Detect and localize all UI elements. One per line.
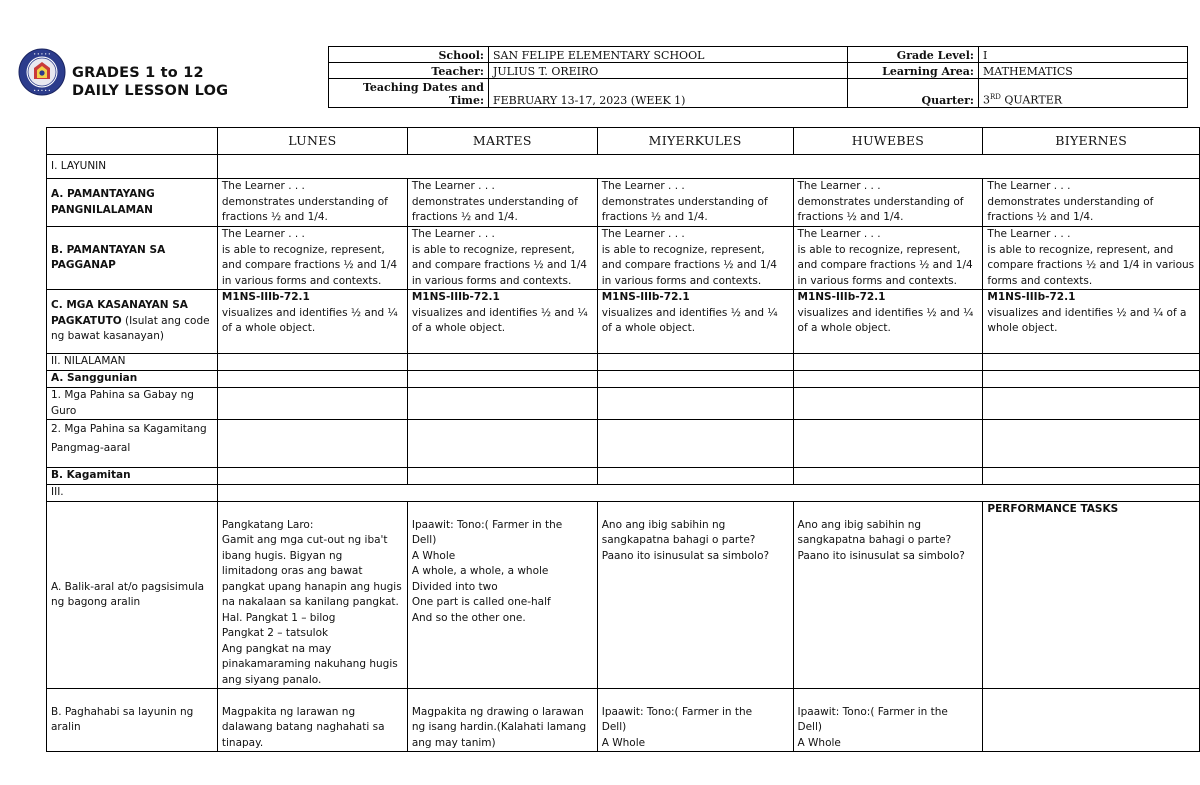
perf-line: is able to recognize, represent,: [411, 243, 575, 256]
empty-cell: [597, 388, 793, 420]
perf-text: is able to recognize, represent, and compare fractions ½ and 1/4 in various forms and contexts.: [987, 243, 1195, 287]
cell-balik-martes: [407, 502, 597, 689]
table-row: [47, 290, 1200, 354]
quarter-number: 3: [983, 94, 990, 107]
cell-balik-biyernes: [983, 502, 1200, 689]
competency-text: visualizes and identifies ½ and ¼ of a whole object.: [987, 306, 1187, 334]
table-row: [47, 371, 1200, 388]
competency-code: M1NS-IIIb-72.1: [797, 291, 886, 303]
text-line: Hal. Pangkat 1 – bilog: [221, 611, 336, 624]
text-line: Magpakita ng drawing o larawan: [411, 705, 584, 718]
text-line: Gamit ang mga cut-out ng iba't: [221, 534, 388, 546]
empty-cell: [217, 468, 407, 485]
quarter-label: Quarter:: [848, 79, 979, 108]
pamantayan-label-text: B. PAMANTAYAN SA PAGGANAP: [51, 243, 166, 271]
document-title: [72, 64, 228, 100]
empty-cell: [217, 420, 407, 468]
cell-paghahabi-huwebes: [793, 689, 983, 752]
deped-seal-logo: [18, 48, 66, 96]
grade-level-value: I: [979, 47, 1188, 63]
learner-text: The Learner . . .: [987, 228, 1071, 240]
empty-cell: [597, 420, 793, 468]
text-line: Ipaawit: Tono:( Farmer in the: [797, 705, 948, 718]
competency-text: visualizes and identifies ½ and ¼ of a whole object.: [797, 306, 974, 334]
school-value: SAN FELIPE ELEMENTARY SCHOOL: [489, 47, 848, 63]
learner-text: The Learner . . .: [411, 228, 495, 240]
empty-cell: [407, 388, 597, 420]
empty-cell: [597, 468, 793, 485]
text-line: A Whole: [411, 549, 456, 562]
text-line: Dell): [411, 534, 437, 546]
perf-line: and compare fractions ½ and 1/4: [601, 259, 777, 271]
perf-line: in various forms and contexts.: [411, 274, 572, 287]
text-line: limitadong oras ang bawat: [221, 565, 363, 577]
table-row: [47, 388, 1200, 420]
empty-cell: [597, 354, 793, 371]
cell-paghahabi-miyerkules: [597, 689, 793, 752]
row-label-gabay-ng-guro: [47, 388, 218, 420]
cell-performance-standard: [407, 227, 597, 290]
lesson-log-table: [46, 127, 1200, 752]
quarter-text: QUARTER: [1000, 94, 1063, 107]
empty-cell: [983, 420, 1200, 468]
performance-tasks-text: PERFORMANCE TASKS: [987, 503, 1119, 515]
cell-content-standard: [983, 179, 1200, 227]
learner-text: The Learner . . .: [221, 228, 305, 240]
row-label-sanggunian: A. Sanggunian: [47, 371, 218, 388]
text-line: Pangkat 2 – tatsulok: [221, 627, 329, 639]
paghahabi-label-text: B. Paghahabi sa layunin ng aralin: [51, 705, 194, 733]
text-line: pinakamaraming nakuhang hugis: [221, 658, 398, 670]
table-row: [47, 155, 1200, 179]
text-line: ang siyang panalo.: [221, 673, 322, 686]
row-label-pamantayan-sa-pagganap: [47, 227, 218, 290]
empty-cell: [407, 420, 597, 468]
text-line: Magpakita ng larawan ng: [221, 705, 356, 718]
text-line: sangkapatna bahagi o parte?: [601, 534, 756, 546]
table-row: [47, 420, 1200, 468]
text-line: A Whole: [601, 736, 646, 749]
competency-code: M1NS-IIIb-72.1: [987, 291, 1076, 303]
cell-content-standard: [793, 179, 983, 227]
perf-line: and compare fractions ½ and 1/4: [411, 259, 587, 271]
grade-level-label: Grade Level:: [848, 47, 979, 63]
perf-line: in various forms and contexts.: [601, 274, 762, 287]
text-line: Paano ito isinusulat sa simbolo?: [601, 549, 770, 562]
perf-line: in various forms and contexts.: [221, 274, 382, 287]
table-row: [47, 689, 1200, 752]
cell-content-standard: [597, 179, 793, 227]
text-line: Dell): [797, 721, 822, 733]
perf-line: in various forms and contexts.: [797, 274, 957, 287]
cell-competency: [407, 290, 597, 354]
perf-line: is able to recognize, represent,: [221, 243, 385, 256]
quarter-value: [979, 79, 1188, 108]
competency-code: M1NS-IIIb-72.1: [221, 291, 310, 303]
cell-competency: [983, 290, 1200, 354]
learner-text: The Learner . . .: [987, 180, 1071, 192]
understanding-text: demonstrates understanding of fractions ½ and 1/4.: [797, 195, 964, 223]
teacher-label: Teacher:: [329, 63, 489, 79]
row-label-pamantayang-pangnilalaman: [47, 179, 218, 227]
text-line: ng isang hardin.(Kalahati lamang: [411, 721, 587, 733]
competency-text: visualizes and identifies ½ and ¼ of a whole object.: [601, 306, 778, 334]
empty-cell: [793, 468, 983, 485]
text-line: dalawang batang naghahati sa: [221, 721, 385, 733]
empty-cell: [793, 354, 983, 371]
empty-cell: [983, 371, 1200, 388]
empty-cell: [597, 371, 793, 388]
teaching-dates-label: [329, 79, 489, 108]
text-line: ibang hugis. Bigyan ng: [221, 549, 343, 562]
header-info-table: [328, 46, 1188, 108]
text-line: ang may tanim): [411, 736, 496, 749]
perf-line: is able to recognize, represent,: [797, 243, 961, 256]
iii-blank: [217, 485, 1199, 502]
cell-performance-standard: [983, 227, 1200, 290]
learner-text: The Learner . . .: [411, 180, 495, 192]
table-row: [47, 227, 1200, 290]
text-line: One part is called one-half: [411, 596, 551, 608]
text-line: Ipaawit: Tono:( Farmer in the: [411, 518, 563, 531]
cell-performance-standard: [597, 227, 793, 290]
day-header-miyerkules: MIYERKULES: [597, 128, 793, 155]
competency-text: visualizes and identifies ½ and ¼ of a whole object.: [411, 306, 588, 334]
text-line: Ano ang ibig sabihin ng: [601, 518, 726, 531]
cell-content-standard: [217, 179, 407, 227]
table-row: [47, 468, 1200, 485]
understanding-text: demonstrates understanding of fractions ½ and 1/4.: [411, 195, 578, 223]
text-line: Ipaawit: Tono:( Farmer in the: [601, 705, 753, 718]
day-header-row: [47, 128, 1200, 155]
day-header-lunes: LUNES: [217, 128, 407, 155]
text-line: A Whole: [797, 736, 841, 749]
perf-line: is able to recognize, represent,: [601, 243, 765, 256]
cell-content-standard: [407, 179, 597, 227]
cell-balik-huwebes: [793, 502, 983, 689]
perf-line: and compare fractions ½ and 1/4: [221, 259, 398, 271]
text-line: And so the other one.: [411, 611, 526, 624]
table-row: [47, 354, 1200, 371]
text-line: Pangkatang Laro:: [221, 518, 314, 531]
empty-cell: [407, 354, 597, 371]
empty-cell: [793, 371, 983, 388]
teaching-dates-label-line2: Time:: [448, 94, 484, 107]
cell-balik-lunes: [217, 502, 407, 689]
kasanayan-label-rest: (Isulat ang code ng bawat kasanayan): [51, 314, 210, 343]
text-line: tinapay.: [221, 736, 264, 749]
text-line: sangkapatna bahagi o parte?: [797, 534, 952, 546]
learner-text: The Learner . . .: [601, 228, 685, 240]
empty-cell: [407, 468, 597, 485]
row-label-iii: III.: [47, 485, 218, 502]
teacher-value: JULIUS T. OREIRO: [489, 63, 848, 79]
empty-cell: [793, 388, 983, 420]
cell-competency: [597, 290, 793, 354]
learning-area-label: Learning Area:: [848, 63, 979, 79]
svg-text:• • • • •: • • • • •: [33, 51, 51, 57]
empty-cell: [983, 354, 1200, 371]
cell-performance-standard: [793, 227, 983, 290]
day-header-biyernes: BIYERNES: [983, 128, 1200, 155]
learner-text: The Learner . . .: [601, 180, 685, 192]
empty-cell: [407, 371, 597, 388]
kasanayan-label-bold: C. MGA KASANAYAN SA PAGKATUTO: [51, 299, 188, 327]
text-line: na nakalaan sa kanilang pangkat.: [221, 596, 399, 608]
corner-cell: [47, 128, 218, 155]
empty-cell: [793, 420, 983, 468]
table-row: [47, 179, 1200, 227]
row-label-nilalaman: II. NILALAMAN: [47, 354, 218, 371]
cell-balik-miyerkules: [597, 502, 793, 689]
table-row: [47, 502, 1200, 689]
row-label-balik-aral: [47, 502, 218, 689]
balik-aral-label-text: A. Balik-aral at/o pagsisimula ng bagong aralin: [51, 580, 205, 608]
empty-cell: [983, 388, 1200, 420]
text-line: pangkat upang hanapin ang hugis: [221, 580, 402, 593]
cell-paghahabi-lunes: [217, 689, 407, 752]
empty-cell: [217, 371, 407, 388]
row-label-kagamitan: B. Kagamitan: [47, 468, 218, 485]
row-label-paghahabi: [47, 689, 218, 752]
understanding-text: demonstrates understanding of fractions ½ and 1/4.: [601, 195, 768, 223]
empty-cell: [983, 468, 1200, 485]
text-line: Divided into two: [411, 580, 498, 593]
school-label: School:: [329, 47, 489, 63]
empty-cell: [217, 388, 407, 420]
text-line: A whole, a whole, a whole: [411, 565, 549, 577]
competency-code: M1NS-IIIb-72.1: [601, 291, 690, 303]
day-header-huwebes: HUWEBES: [793, 128, 983, 155]
empty-cell: [217, 354, 407, 371]
gabay-label-text: 1. Mga Pahina sa Gabay ng Guro: [51, 389, 194, 417]
kagamitang-label-text: 2. Mga Pahina sa Kagamitang Pangmag-aaral: [51, 423, 207, 454]
text-line: Ano ang ibig sabihin ng: [797, 518, 922, 531]
cell-competency: [793, 290, 983, 354]
row-label-kasanayan: [47, 290, 218, 354]
layunin-blank: [217, 155, 1199, 179]
understanding-text: demonstrates understanding of fractions ½ and 1/4.: [987, 195, 1154, 223]
text-line: Ang pangkat na may: [221, 642, 332, 655]
perf-line: and compare fractions ½ and 1/4: [797, 259, 973, 271]
learner-text: The Learner . . .: [797, 180, 881, 192]
cell-paghahabi-martes: [407, 689, 597, 752]
learner-text: The Learner . . .: [221, 180, 305, 192]
svg-text:• • • • •: • • • • •: [33, 88, 51, 93]
competency-code: M1NS-IIIb-72.1: [411, 291, 500, 303]
quarter-ordinal: RD: [990, 93, 1001, 102]
understanding-text: demonstrates understanding of fractions ½ and 1/4.: [221, 195, 388, 223]
cell-competency: [217, 290, 407, 354]
row-label-layunin: I. LAYUNIN: [47, 155, 218, 179]
cell-paghahabi-biyernes: [983, 689, 1200, 752]
table-row: [47, 485, 1200, 502]
pamantayang-label-text: A. PAMANTAYANG PANGNILALAMAN: [51, 188, 155, 216]
day-header-martes: MARTES: [407, 128, 597, 155]
title-line-1: GRADES 1 to 12: [72, 65, 204, 81]
text-line: Paano ito isinusulat sa simbolo?: [797, 549, 965, 562]
teaching-dates-label-line1: Teaching Dates and: [362, 81, 484, 94]
text-line: Dell): [601, 721, 627, 733]
cell-performance-standard: [217, 227, 407, 290]
title-line-2: DAILY LESSON LOG: [72, 83, 229, 99]
teaching-dates-value: FEBRUARY 13-17, 2023 (WEEK 1): [489, 79, 848, 108]
competency-text: visualizes and identifies ½ and ¼ of a whole object.: [221, 306, 398, 334]
learner-text: The Learner . . .: [797, 228, 881, 240]
row-label-kagamitang-pangmag-aaral: [47, 420, 218, 468]
learning-area-value: MATHEMATICS: [979, 63, 1188, 79]
